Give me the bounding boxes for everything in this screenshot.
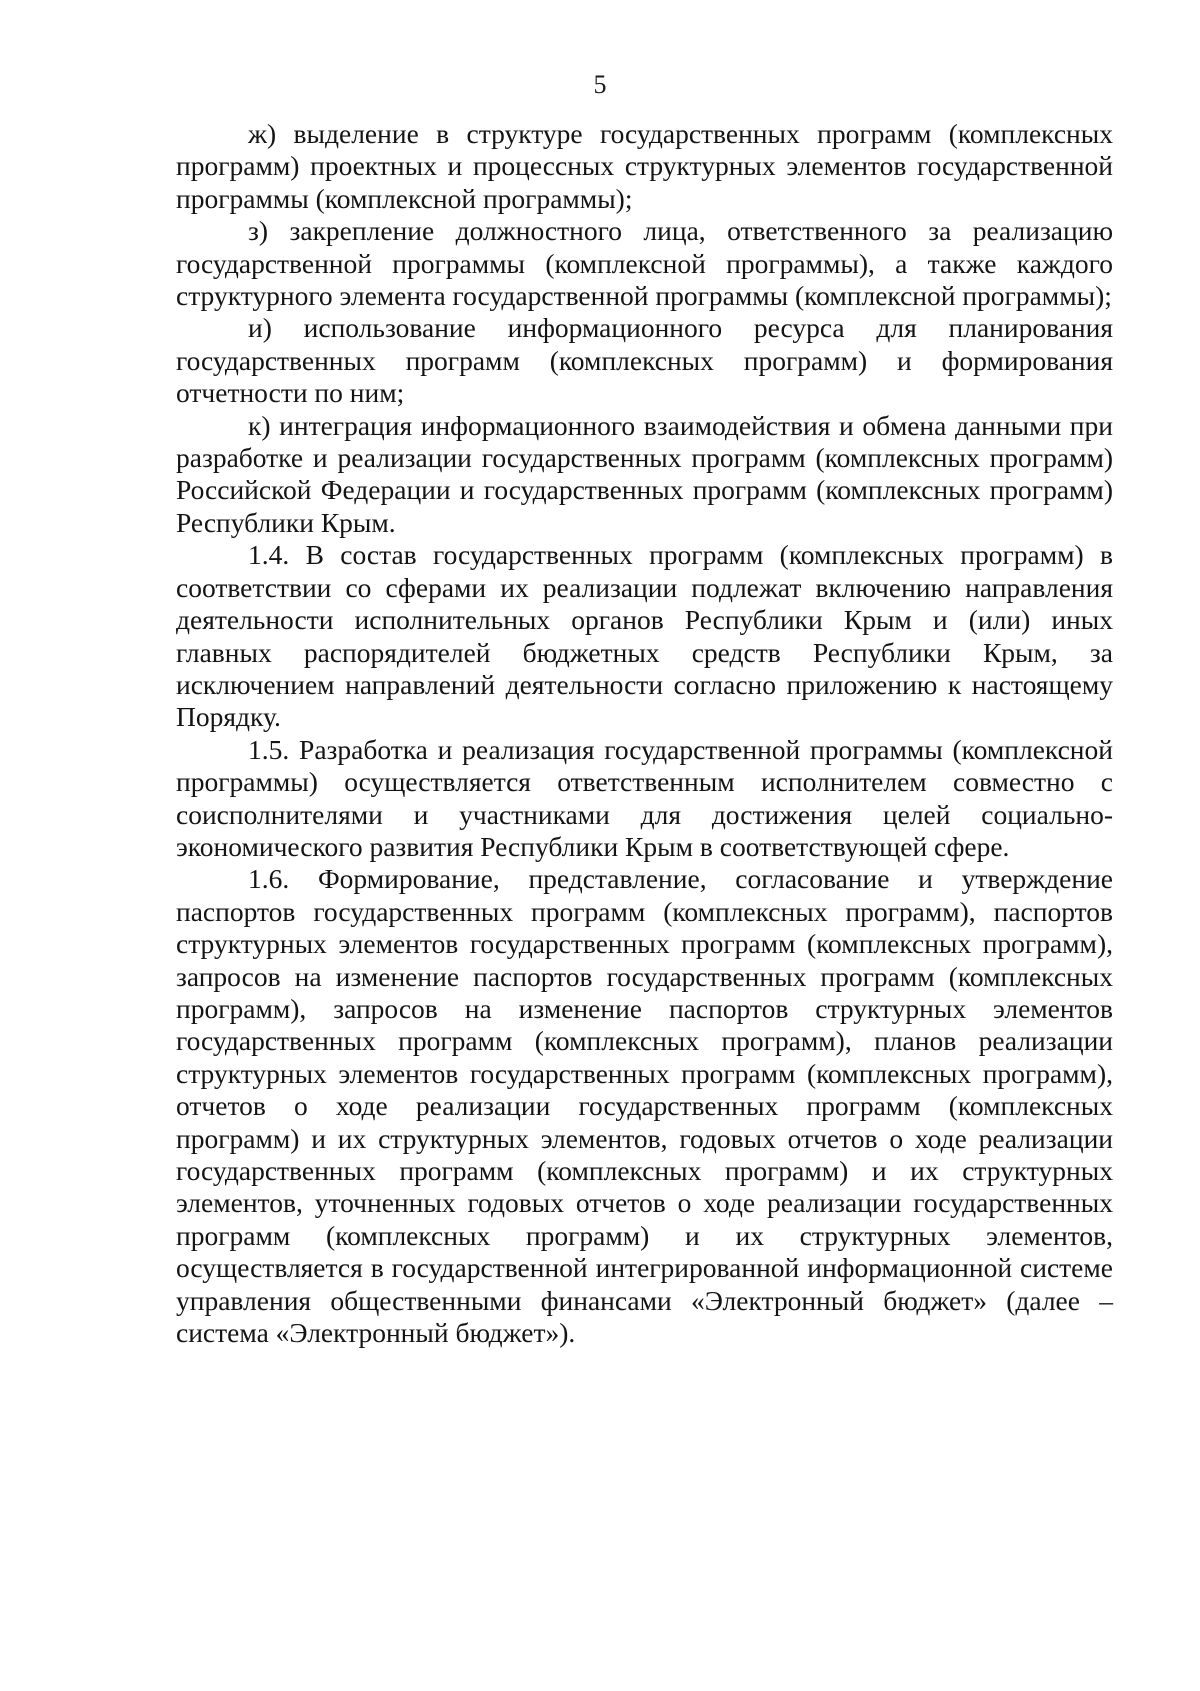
page-number: 5 bbox=[593, 70, 607, 99]
paragraph-i: и) использование информационного ресурса для планирования государственных программ (комплексных программ) и формирования отчетности по ним; bbox=[176, 312, 1113, 409]
paragraph-1-4: 1.4. В состав государственных программ (комплексных программ) в соответствии со сферами их реализации подлежат включению направления деятельности исполнительных органов Республики Крым и (или) иных главных распорядителей бюджетных средств Республики Крым, за исключением направлений деятельности согласно приложению к настоящему Порядку. bbox=[176, 539, 1113, 733]
paragraph-k: к) интеграция информационного взаимодействия и обмена данными при разработке и реализации государственных программ (комплексных программ) Российской Федерации и государственных программ (комплексных программ) Республики Крым. bbox=[176, 409, 1113, 538]
document-body bbox=[176, 118, 1113, 1349]
paragraph-z: з) закрепление должностного лица, ответственного за реализацию государственной программы (комплексной программы), а также каждого структурного элемента государственной программы (комплексной программы); bbox=[176, 215, 1113, 312]
paragraph-zh: ж) выделение в структуре государственных программ (комплексных программ) проектных и процессных структурных элементов государственной программы (комплексной программы); bbox=[176, 118, 1113, 214]
paragraph-1-5: 1.5. Разработка и реализация государственной программы (комплексной программы) осуществляется ответственным исполнителем совместно с соисполнителями и участниками для достижения целей социально-экономического развития Республики Крым в соответствующей сфере. bbox=[176, 733, 1113, 862]
paragraph-1-6: 1.6. Формирование, представление, согласование и утверждение паспортов государственных программ (комплексных программ), паспортов структурных элементов государственных программ (комплексных программ), запросов на изменение паспортов государственных программ (комплексных программ), запросов на изменение паспортов структурных элементов государственных программ (комплексных программ), планов реализации структурных элементов государственных программ (комплексных программ), отчетов о ходе реализации государственных программ (комплексных программ) и их структурных элементов, годовых отчетов о ходе реализации государственных программ (комплексных программ) и их структурных элементов, уточненных годовых отчетов о ходе реализации государственных программ (комплексных программ) и их структурных элементов, осуществляется в государственной интегрированной информационной системе управления общественными финансами «Электронный бюджет» (далее – система «Электронный бюджет»). bbox=[176, 863, 1113, 1349]
